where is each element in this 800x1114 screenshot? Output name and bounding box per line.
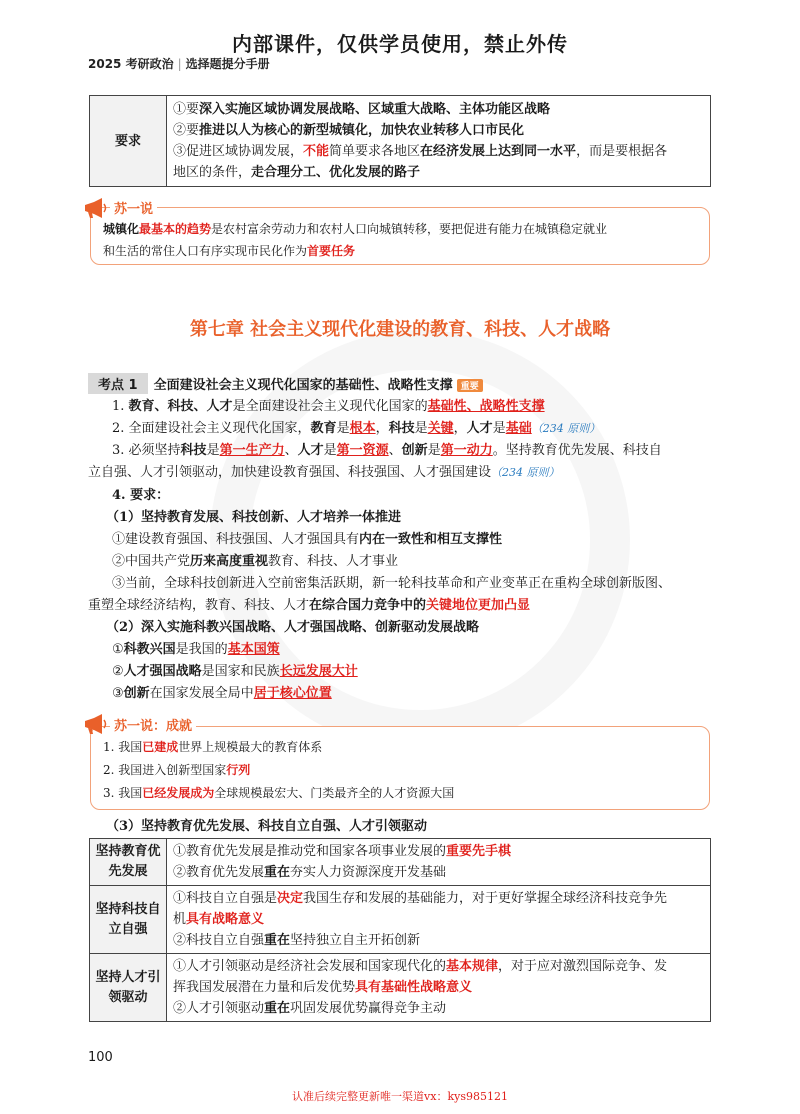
req-line-2: ②要推进以人为核心的新型城镇化，加快农业转移人口市民化: [173, 123, 525, 138]
sub-2-c: ③创新在国家发展全局中居于核心位置: [112, 686, 332, 701]
su2-line-3: 3. 我国已经发展成为全球规模最宏大、门类最齐全的人才资源大国: [103, 786, 455, 800]
talent-line-2: 挥我国发展潜在力量和后发优势具有基础性战略意义: [173, 980, 473, 995]
su2-title: 苏一说：成就: [110, 715, 196, 734]
talent-line-3: ②人才引领驱动重在巩固发展优势赢得竞争主动: [173, 1001, 447, 1016]
su-yi-shuo-box: [90, 207, 710, 265]
point-2: 2. 全面建设社会主义现代化国家，教育是根本，科技是关键，人才是基础（234 原则）: [112, 421, 601, 436]
tech-line-2: 机具有战略意义: [173, 912, 265, 927]
important-tag: 重要: [457, 379, 483, 392]
requirement-label: 要求: [90, 96, 167, 187]
sub-1-b: ②中国共产党历来高度重视教育、科技、人才事业: [112, 554, 399, 569]
page-number: 100: [88, 1050, 113, 1065]
tech-line-3: ②科技自立自强重在坚持独立自主开拓创新: [173, 933, 421, 948]
su-yi-shuo-achievement-box: [90, 726, 710, 810]
running-head: [88, 55, 270, 72]
sub-2-heading: （2）深入实施科教兴国战略、人才强国战略、创新驱动发展战略: [106, 620, 480, 635]
key-point-heading: [88, 373, 483, 394]
chapter-title: 第七章 社会主义现代化建设的教育、科技、人才战略: [189, 319, 611, 340]
sub-1-c: ③当前，全球科技创新进入空前密集活跃期，新一轮科技革命和产业变革正在重构全球创新版图、: [112, 576, 672, 591]
req-line-1: ①要深入实施区域协调发展战略、区域重大战略、主体功能区战略: [173, 102, 551, 117]
key-point-title: 全面建设社会主义现代化国家的基础性、战略性支撑: [153, 378, 453, 393]
edu-line-1: ①教育优先发展是推动党和国家各项事业发展的重要先手棋: [173, 844, 512, 859]
megaphone-icon: [82, 197, 108, 219]
sub-1-c-cont: 重塑全球经济结构，教育、科技、人才在综合国力竞争中的关键地位更加凸显: [88, 598, 531, 613]
point-4: 4. 要求：: [112, 488, 170, 503]
label-education: 坚持教育优先发展: [90, 839, 167, 886]
su1-line-2: 和生活的常住人口有序实现市民化作为首要任务: [103, 244, 356, 258]
req-line-3: ③促进区域协调发展，不能简单要求各地区在经济发展上达到同一水平，而是要根据各: [173, 144, 668, 159]
point-3: 3. 必须坚持科技是第一生产力、人才是第一资源、创新是第一动力。坚持教育优先发展、科技自: [112, 443, 662, 458]
footer-notice: 认准后续完整更新唯一渠道vx：kys985121: [292, 1090, 508, 1103]
sub-1-a: ①建设教育强国、科技强国、人才强国具有内在一致性和相互支撑性: [112, 532, 503, 547]
sub-2-a: ①科教兴国是我国的基本国策: [112, 642, 280, 657]
book-year: 2025 考研政治: [88, 57, 174, 71]
su1-line-1: 城镇化最基本的趋势是农村富余劳动力和农村人口向城镇转移，要把促进有能力在城镇稳定就业: [103, 222, 608, 236]
req-line-4: 地区的条件，走合理分工、优化发展的路子: [173, 165, 421, 180]
label-talent: 坚持人才引领驱动: [90, 954, 167, 1022]
strategy-table: [89, 838, 711, 1022]
su2-line-2: 2. 我国进入创新型国家行列: [103, 763, 251, 777]
su2-line-1: 1. 我国已建成世界上规模最大的教育体系: [103, 740, 323, 754]
edu-line-2: ②教育优先发展重在夯实人力资源深度开发基础: [173, 865, 447, 880]
talent-line-1: ①人才引领驱动是经济社会发展和国家现代化的基本规律，对于应对激烈国际竞争、发: [173, 959, 668, 974]
sub-3-heading: （3）坚持教育优先发展、科技自立自强、人才引领驱动: [106, 819, 428, 834]
requirement-content: [167, 96, 711, 187]
book-title: 选择题提分手册: [185, 57, 270, 71]
point-3-cont: 立自强、人才引领驱动，加快建设教育强国、科技强国、人才强国建设（234 原则）: [88, 465, 560, 480]
su1-title: 苏一说: [110, 198, 157, 217]
requirement-table: [89, 95, 711, 187]
point-1: 1. 教育、科技、人才是全面建设社会主义现代化国家的基础性、战略性支撑: [112, 399, 545, 414]
sub-1-heading: （1）坚持教育发展、科技创新、人才培养一体推进: [106, 510, 402, 525]
sub-2-b: ②人才强国战略是国家和民族长远发展大计: [112, 664, 358, 679]
key-point-badge: 考点 1: [88, 373, 148, 394]
megaphone-icon: [82, 713, 108, 735]
label-technology: 坚持科技自立自强: [90, 886, 167, 954]
running-head-separator: |: [177, 57, 182, 71]
page-header: 内部课件，仅供学员使用，禁止外传: [232, 32, 568, 56]
tech-line-1: ①科技自立自强是决定我国生存和发展的基础能力，对于更好掌握全球经济科技竞争先: [173, 891, 668, 906]
